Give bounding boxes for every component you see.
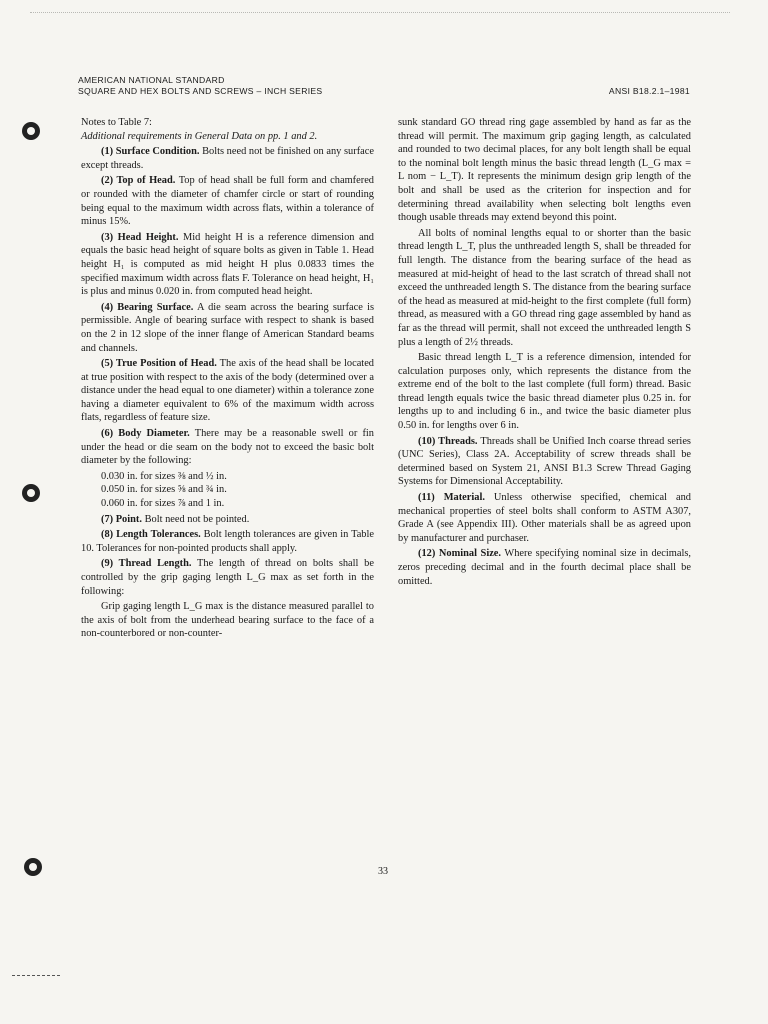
note-heading: (7) Point.	[101, 513, 142, 525]
note-heading: (11) Material.	[418, 492, 485, 504]
right-column	[398, 116, 691, 588]
header-title: SQUARE AND HEX BOLTS AND SCREWS – INCH SERIES	[78, 86, 323, 96]
note-text: The axis of the head shall be located at true position with respect to the axis of the body (determined over a distance under the head equal to one diameter) within a tolerance zone having a diameter equivalent to 6% of the maximum width across flats, regardless of feature size.	[81, 358, 374, 424]
tolerance-line: 0.050 in. for sizes ⅝ and ¾ in.	[101, 484, 227, 496]
note-text: Unless otherwise specified, chemical and mechanical properties of steel bolts shall conform to ASTM A307, Grade A (see Appendix III). Other materials shall be as agreed upon by manufacturer and purchaser.	[398, 492, 691, 544]
continued-paragraph: sunk standard GO thread ring gage assembled by hand as far as the thread will permit. The maximum grip gaging length, as calculated and rounded to two decimal places, for any bolt length shall be equal to the nominal bolt length minus the basic thread length (L_G max = L nom − L_T). It represents the minimum design grip length of the bolt and shall be used as the criterion for inspection and for determining thread availability when selecting bolt lengths even though usable threads may extend beyond this point.	[398, 117, 691, 224]
note-heading: (4) Bearing Surface.	[101, 301, 194, 313]
grip-gaging-paragraph: Grip gaging length L_G max is the distance measured parallel to the axis of bolt from the underhead bearing surface to the face of a non-counterbored or non-counter-	[81, 601, 374, 640]
note-12	[398, 547, 691, 588]
note-heading: (6) Body Diameter.	[101, 428, 190, 440]
note-text: Where specifying nominal size in decimals, zeros preceding decimal and in the fourth decimal place shall be omitted.	[398, 548, 691, 587]
note-text: There may be a reasonable swell or fin under the head or die seam on the body not to exceed the basic bolt diameter by the following:	[81, 428, 375, 467]
binder-hole-icon	[22, 122, 40, 140]
note-1	[81, 145, 374, 172]
note-heading: (10) Threads.	[418, 435, 478, 447]
binder-hole-icon	[22, 484, 40, 502]
note-2	[81, 174, 374, 228]
page-number: 33	[378, 866, 388, 877]
note-4	[81, 301, 374, 355]
note-heading: (3) Head Height.	[101, 231, 179, 243]
tolerance-line: 0.060 in. for sizes ⅞ and 1 in.	[101, 498, 225, 510]
note-text: Mid height H is a reference dimension and equals the basic head height of square bolts as given in Table 1. Head height H₁ is computed as mid height H plus 0.0833 times the specified maximum width across flats F. Tolerance on head height, H₁ is plus and minus 0.020 in. from computed head height.	[81, 231, 374, 298]
note-text: The length of thread on bolts shall be controlled by the grip gaging length L_G max as set forth in the following:	[81, 558, 374, 597]
notes-title: Notes to Table 7:	[81, 117, 152, 128]
running-header	[78, 75, 322, 97]
note-11	[398, 491, 691, 545]
notes-subtitle: Additional requirements in General Data on pp. 1 and 2.	[81, 130, 318, 142]
scan-artifact	[30, 12, 730, 15]
note-text: Top of head shall be full form and chamfered or rounded with the diameter of chamfer circle or start of rounding being equal to the maximum width across flats, within a tolerance of minus 15%.	[81, 175, 375, 228]
tolerance-line: 0.030 in. for sizes ⅜ and ½ in.	[101, 470, 227, 482]
note-heading: (9) Thread Length.	[101, 558, 192, 570]
note-heading: (12) Nominal Size.	[418, 548, 502, 560]
note-heading: (5) True Position of Head.	[101, 358, 217, 370]
note-10	[398, 435, 691, 489]
header-standard: AMERICAN NATIONAL STANDARD	[78, 75, 225, 85]
note-9	[81, 557, 374, 598]
basic-thread-length-paragraph: Basic thread length L_T is a reference dimension, intended for calculation purposes only, which represents the distance from the extreme end of the bolt to the last complete (full form) thread. Basic thread length equals twice the basic thread diameter plus 0.25 in. for lengths up to and including 6 in., and twice the basic diameter plus 0.50 in. for lengths over 6 in.	[398, 352, 691, 432]
note-text: Bolt length tolerances are given in Table 10. Tolerances for non-pointed products shall apply.	[81, 529, 374, 554]
note-text: Threads shall be Unified Inch coarse thread series (UNC Series), Class 2A. Acceptability of screw threads shall be determined based on System 21, ANSI B1.3 Screw Thread Gaging Systems for Dimensional Acceptability.	[398, 435, 691, 488]
full-length-thread-paragraph: All bolts of nominal lengths equal to or shorter than the basic thread length L_T, plus the unthreaded length S, shall be threaded for full length. The distance from the bearing surface of the head as measured at mid-height of head to the last scratch of thread shall not exceed the unthreaded length S. The distance from the bearing surface of the head as measured at mid-height to the first complete (full form) thread, as measured with a GO thread ring gage assembled by hand as far as the thread will permit, shall not exceed the unthreaded length S plus a length of 2½ threads.	[398, 227, 691, 348]
scan-artifact	[12, 975, 60, 978]
binder-hole-icon	[24, 858, 42, 876]
note-text: A die seam across the bearing surface is permissible. Angle of bearing surface with respect to shank is based on the 2 in 12 slope of the inner flange of American Standard beams and channels.	[81, 301, 374, 354]
note-heading: (2) Top of Head.	[101, 175, 176, 187]
note-5	[81, 357, 374, 425]
note-8	[81, 528, 374, 555]
note-text: Bolt need not be pointed.	[141, 513, 250, 525]
left-column	[81, 116, 374, 641]
header-code: ANSI B18.2.1–1981	[608, 86, 690, 96]
note-heading: (1) Surface Condition.	[101, 146, 200, 158]
note-heading: (8) Length Tolerances.	[101, 529, 201, 541]
note-3	[81, 231, 374, 299]
note-6	[81, 427, 374, 468]
note-7	[81, 513, 374, 527]
note-text: Bolts need not be finished on any surface except threads.	[81, 146, 374, 171]
